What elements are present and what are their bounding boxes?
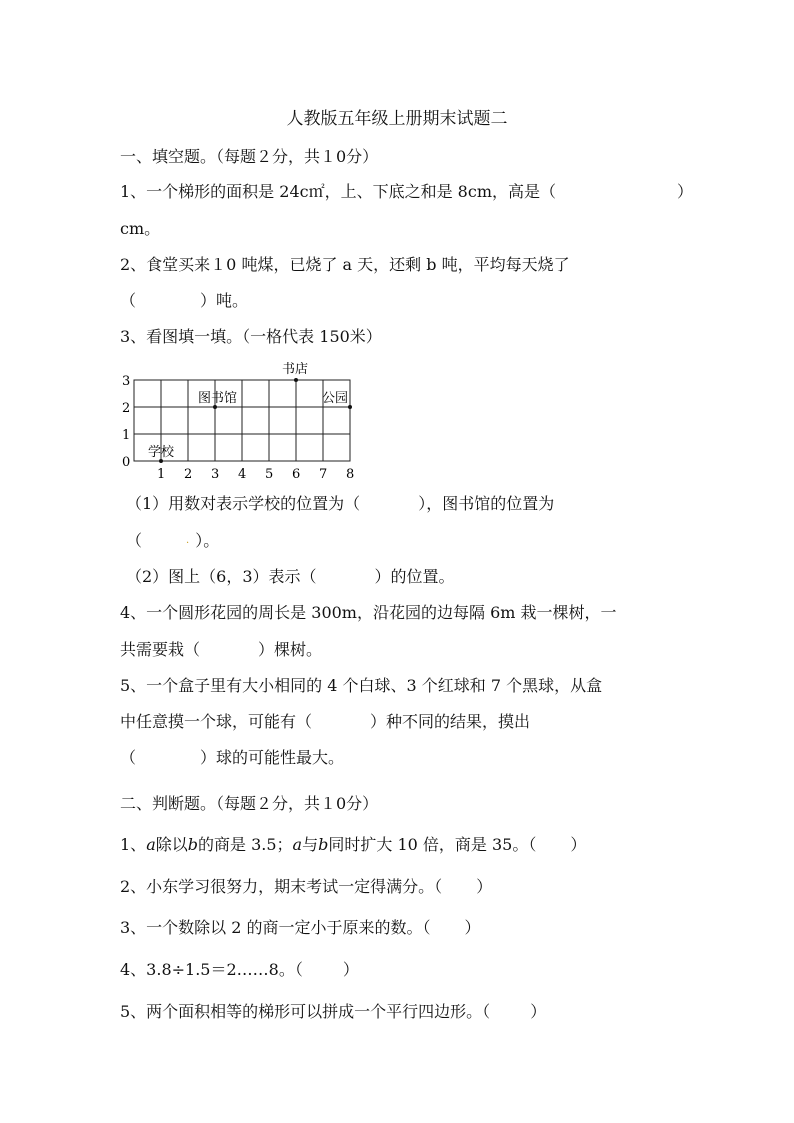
q5-blank-open: （ xyxy=(120,748,137,767)
q3-1-blank-open: （ xyxy=(126,531,143,550)
q5-text-a: 中任意摸一个球，可能有（ xyxy=(120,712,313,731)
q1-line1: 1、一个梯形的面积是 24c㎡，上、下底之和是 8cm，高是（ xyxy=(120,182,556,201)
q4-line2 xyxy=(120,639,322,661)
y-tick-2: 2 xyxy=(122,401,131,416)
var-a: a xyxy=(146,835,156,854)
q5-line3 xyxy=(120,747,344,769)
q2-blank-open: （ xyxy=(120,291,137,310)
x-tick-2: 2 xyxy=(184,467,193,482)
q5-line1: 5、一个盒子里有大小相同的 4 个白球、3 个红球和 7 个黑球，从盒 xyxy=(120,676,603,695)
judge-q2-close: ） xyxy=(476,877,493,896)
q2-line1: 2、食堂买来１0 吨煤，已烧了 a 天，还剩 b 吨，平均每天烧了 xyxy=(120,255,570,274)
q1-blank-close: ） xyxy=(677,182,694,201)
q4-text-a: 共需要栽（ xyxy=(120,640,201,659)
judge-q5 xyxy=(120,1001,546,1023)
section1-heading: 一、填空题。（每题２分，共１0分） xyxy=(120,147,379,166)
label-bookstore: 书店 xyxy=(282,362,309,377)
judge-q3-close: ） xyxy=(464,918,481,937)
label-school: 学校 xyxy=(148,445,175,460)
grid-svg xyxy=(118,362,368,482)
judge-q3-text: 3、一个数除以 2 的商一定小于原来的数。（ xyxy=(120,918,431,937)
x-tick-7: 7 xyxy=(319,467,328,482)
q2-blank-close: ）吨。 xyxy=(200,291,249,310)
judge-q1-close: ） xyxy=(570,835,587,854)
x-tick-6: 6 xyxy=(292,467,301,482)
y-tick-1: 1 xyxy=(122,428,131,443)
var-b-2: b xyxy=(318,835,329,854)
q4-text-b: ）棵树。 xyxy=(258,640,323,659)
x-tick-5: 5 xyxy=(265,467,274,482)
y-tick-3: 3 xyxy=(122,374,131,389)
q3-1-dot: · xyxy=(186,538,190,549)
label-library: 图书馆 xyxy=(198,391,238,406)
x-tick-8: 8 xyxy=(346,467,355,482)
q3-2-text-b: ）的位置。 xyxy=(374,567,455,586)
judge-q3 xyxy=(120,917,481,939)
q1-line2: cm。 xyxy=(120,219,161,238)
x-tick-1: 1 xyxy=(157,467,166,482)
judge-q4-close: ） xyxy=(342,960,359,979)
q3-1-text-b: ），图书馆的位置为 xyxy=(418,494,555,513)
q3-1-line2 xyxy=(126,530,219,555)
q3-line: 3、看图填一填。（一格代表 150米） xyxy=(120,327,382,346)
judge-q1-num: 1、 xyxy=(120,835,147,854)
judge-q1-text-e: 同时扩大 10 倍，商是 35。（ xyxy=(328,835,537,854)
q3-1-blank-close: ）。 xyxy=(195,531,220,550)
label-park: 公园 xyxy=(322,391,349,406)
q3-1-text-a: （1）用数对表示学校的位置为（ xyxy=(126,494,361,513)
judge-q4-text: 4、3.8÷1.5＝2……8。（ xyxy=(120,960,303,979)
judge-q4 xyxy=(120,959,359,981)
section2-heading: 二、判断题。（每题２分，共１0分） xyxy=(120,794,379,813)
park-point xyxy=(348,405,352,409)
judge-q2 xyxy=(120,876,492,898)
q5-line2 xyxy=(120,711,530,733)
judge-q1 xyxy=(120,834,586,856)
page-title: 人教版五年级上册期末试题二 xyxy=(286,109,508,129)
judge-q5-text: 5、两个面积相等的梯形可以拼成一个平行四边形。（ xyxy=(120,1002,491,1021)
judge-q1-text-c: 的商是 3.5； xyxy=(198,835,293,854)
judge-q1-text-d: 与 xyxy=(302,835,319,854)
var-b: b xyxy=(187,835,198,854)
q3-2-line xyxy=(126,566,455,588)
judge-q5-close: ） xyxy=(530,1002,547,1021)
y-tick-0: 0 xyxy=(122,455,131,470)
q3-2-text-a: （2）图上（6，3）表示（ xyxy=(126,567,317,586)
q4-line1: 4、一个圆形花园的周长是 300m，沿花园的边每隔 6m 栽一棵树，一 xyxy=(120,603,617,622)
x-tick-3: 3 xyxy=(211,467,220,482)
q5-text-b: ）种不同的结果，摸出 xyxy=(370,712,531,731)
x-tick-4: 4 xyxy=(238,467,247,482)
judge-q1-text-b: 除以 xyxy=(155,835,188,854)
q3-1-line1 xyxy=(126,493,554,515)
q5-blank-close: ）球的可能性最大。 xyxy=(200,748,345,767)
judge-q2-text: 2、小东学习很努力，期末考试一定得满分。（ xyxy=(120,877,443,896)
var-a-2: a xyxy=(292,835,303,854)
bookstore-point xyxy=(294,378,298,382)
q2-line2 xyxy=(120,290,248,312)
coordinate-grid xyxy=(118,362,368,482)
